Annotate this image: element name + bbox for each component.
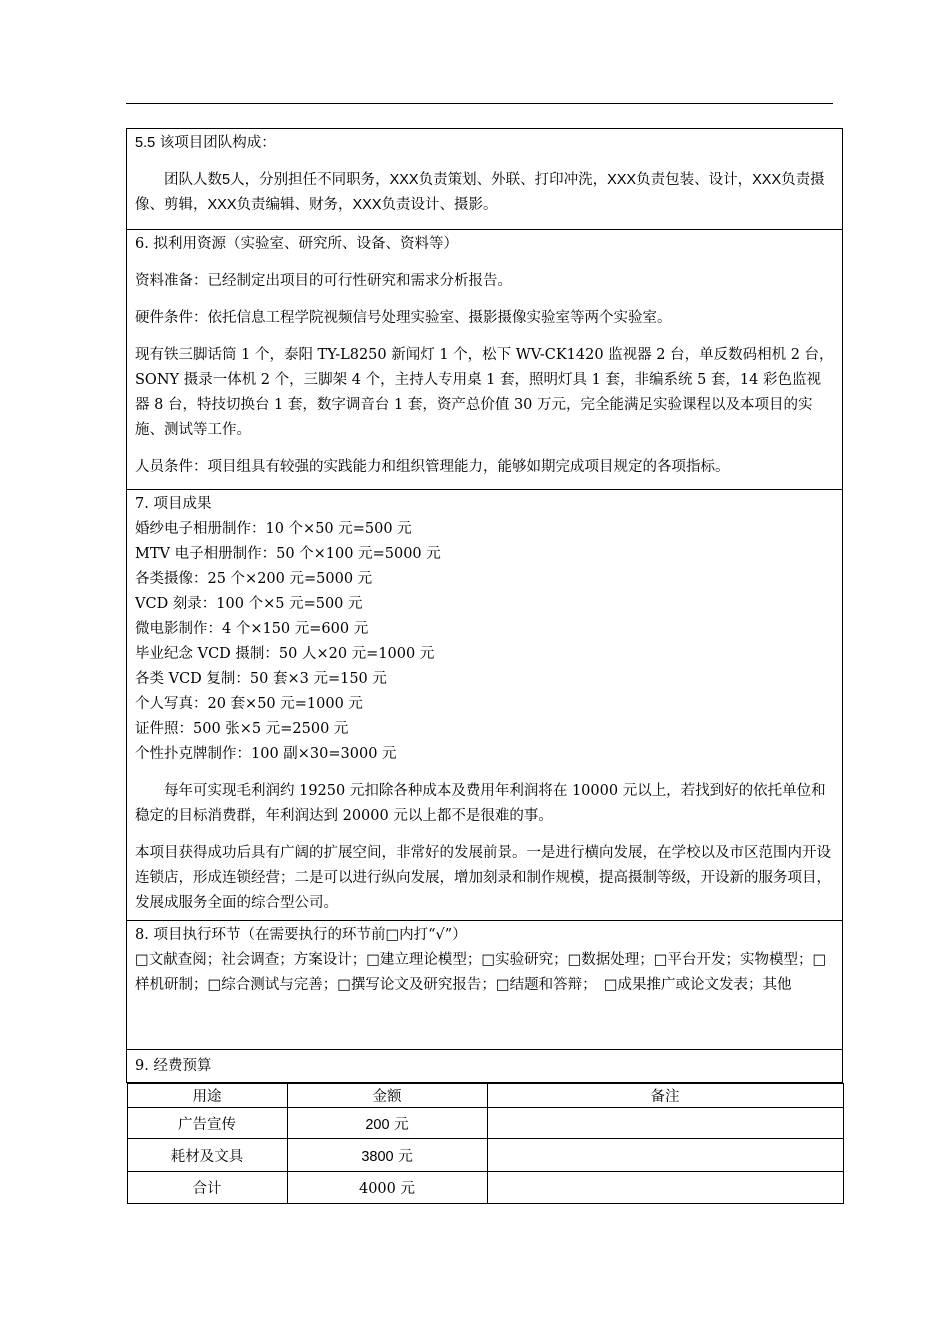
budget-title: 9. 经费预算 [135,1057,212,1074]
budget-purpose: 广告宣传 [127,1108,287,1139]
result-item: MTV 电子相册制作：50 个×100 元=5000 元 [135,546,441,562]
resources-hardware: 硬件条件：依托信息工程学院视频信号处理实验室、摄影摄像实验室等两个实验室。 [135,310,672,326]
results-title: 7. 项目成果 [135,496,212,512]
budget-note [487,1108,843,1139]
budget-header-purpose: 用途 [127,1084,287,1108]
resources-personnel: 人员条件：项目组具有较强的实践能力和组织管理能力，能够如期完成项目规定的各项指标。 [135,459,730,475]
project-form-table [126,128,843,1204]
resources-materials: 资料准备：已经制定出项目的可行性研究和需求分析报告。 [135,273,512,289]
result-item: 各类摄像：25 个×200 元=5000 元 [135,571,373,587]
execution-title: 8. 项目执行环节（在需要执行的环节前□内打“√”） [135,927,467,943]
budget-row [127,1139,843,1172]
section-budget [127,1050,843,1083]
section-resources [127,230,843,490]
budget-row [127,1108,843,1139]
result-item: 个性扑克牌制作：100 副×30=3000 元 [135,746,397,762]
budget-header-note: 备注 [487,1084,843,1108]
budget-total-amount: 4000 元 [287,1172,487,1204]
budget-total-label: 合计 [127,1172,287,1204]
results-profit: 每年可实现毛利润约 19250 元扣除各种成本及费用年利润将在 10000 元以上，若找到好的依托单位和稳定的目标消费群，年利润达到 20000 元以上都不是很难的事。 [135,783,826,824]
result-item: 微电影制作：4 个×150 元=600 元 [135,621,369,637]
section-results [127,490,843,921]
section-team [127,129,843,230]
result-item: 毕业纪念 VCD 摄制：50 人×20 元=1000 元 [135,646,435,662]
result-item: 婚纱电子相册制作：10 个×50 元=500 元 [135,521,412,537]
resources-title: 6. 拟利用资源（实验室、研究所、设备、资料等） [135,236,458,252]
result-item: 个人写真：20 套×50 元=1000 元 [135,696,363,712]
budget-header-row [127,1084,843,1108]
resources-equipment: 现有铁三脚话筒 1 个，泰阳 TY-L8250 新闻灯 1 个，松下 WV-CK1420 监视器 2 台，单反数码相机 2 台，SONY 摄录一体机 2 个，三脚架 4 个，主持人专用桌 1 套，照明灯具 1 套，非编系统 5 套，14 彩色监视器 8 台，特技切换台 1 套，数字调音台 1 套，资产总价值 30 万元，完全能满足实验课程以及本项目的实施、测试等工作。 [135,347,834,438]
budget-purpose: 耗材及文具 [127,1139,287,1172]
team-title: 5.5 该项目团队构成： [135,135,276,151]
team-description: 团队人数5人，分别担任不同职务，XXX负责策划、外联、打印冲洗，XXX负责包装、设计，XXX负责摄像、剪辑，XXX负责编辑、财务，XXX负责设计、摄影。 [135,172,825,213]
result-item: VCD 刻录：100 个×5 元=500 元 [135,596,363,612]
section-execution [127,921,843,1050]
budget-amount: 200 元 [287,1108,487,1139]
budget-table [127,1083,844,1204]
budget-amount: 3800 元 [287,1139,487,1172]
budget-note [487,1139,843,1172]
budget-total-row [127,1172,843,1204]
results-prospect: 本项目获得成功后具有广阔的扩展空间，非常好的发展前景。一是进行横向发展，在学校以及市区范围内开设连锁店，形成连锁经营；二是可以进行纵向发展，增加刻录和制作规模，提高摄制等级，开设新的服务项目，发展成服务全面的综合型公司。 [135,845,831,911]
result-item: 证件照：500 张×5 元=2500 元 [135,721,349,737]
page-header-rule [126,103,833,104]
budget-header-amount: 金额 [287,1084,487,1108]
execution-steps: □文献查阅；社会调查；方案设计；□建立理论模型；□实验研究；□数据处理；□平台开发；实物模型；□样机研制；□综合测试与完善；□撰写论文及研究报告；□结题和答辩； □成果推广或论文发表；其他 [135,952,827,993]
result-item: 各类 VCD 复制：50 套×3 元=150 元 [135,671,387,687]
budget-total-note [487,1172,843,1204]
